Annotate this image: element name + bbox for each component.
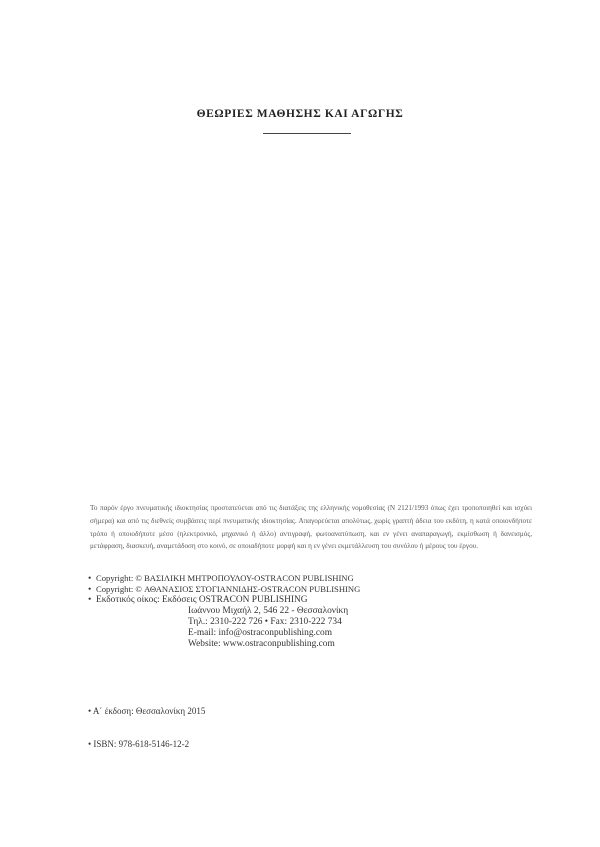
website: Website: www.ostraconpublishing.com <box>188 639 335 649</box>
bullet: • <box>88 595 92 605</box>
bullet: • <box>88 574 92 584</box>
publisher: Εκδοτικός οίκος: Εκδόσεις OSTRACON PUBLISHING <box>96 595 308 605</box>
publication-info <box>88 573 528 650</box>
copyright-line-2 <box>88 584 528 595</box>
isbn: • ISBN: 978-618-5146-12-2 <box>88 739 190 749</box>
bullet: • <box>88 585 92 595</box>
copyright-line-1 <box>88 573 528 584</box>
copyright-notice: Το παρόν έργο πνευματικής ιδιοκτησίας προστατεύεται από τις διατάξεις της ελληνικής νομοθεσίας (Ν 2121/1993 όπως έχει τροποποιηθεί και ισχύει σήμερα) και από τις διεθνείς συμβάσεις περί πνευματικής ιδιοκτησίας. Απαγορεύεται απολύτως, χωρίς γραπτή άδεια του εκδότη, η κατά οποιονδήποτε τρόπο ή οποιοδήποτε μέσο (ηλεκτρονικό, μηχανικό ή άλλο) αντιγραφή, φωτοανατύπωση, και εν γένει αναπαραγωγή, εκμίσθωση ή δανεισμός, μετάφραση, διασκευή, αναμετάδοση στο κοινό, σε οποιαδήποτε μορφή και η εν γένει εκμετάλλευση του συνόλου ή μέρους του έργου. <box>90 504 532 551</box>
phone-fax: Τηλ.: 2310-222 726 • Fax: 2310-222 734 <box>188 617 342 627</box>
book-title: ΘΕΩΡΙΕΣ ΜΑΘΗΣΗΣ ΚΑΙ ΑΓΩΓΗΣ <box>196 108 404 120</box>
copyright-2: Copyright: © ΑΘΑΝΑΣΙΟΣ ΣΤΟΓΙΑΝΝΙΔΗΣ-OSTRACON PUBLISHING <box>96 584 361 594</box>
title-divider <box>263 133 351 134</box>
publisher-line <box>88 595 528 606</box>
edition-info: • Α΄ έκδοση: Θεσσαλονίκη 2015 <box>88 706 206 716</box>
email: E-mail: info@ostraconpublishing.com <box>188 628 333 638</box>
copyright-1: Copyright: © ΒΑΣΙΛΙΚΗ ΜΗΤΡΟΠΟΥΛΟΥ-OSTRACON PUBLISHING <box>96 573 354 583</box>
address: Ιωάννου Μιχαήλ 2, 546 22 - Θεσσαλονίκη <box>188 606 349 616</box>
